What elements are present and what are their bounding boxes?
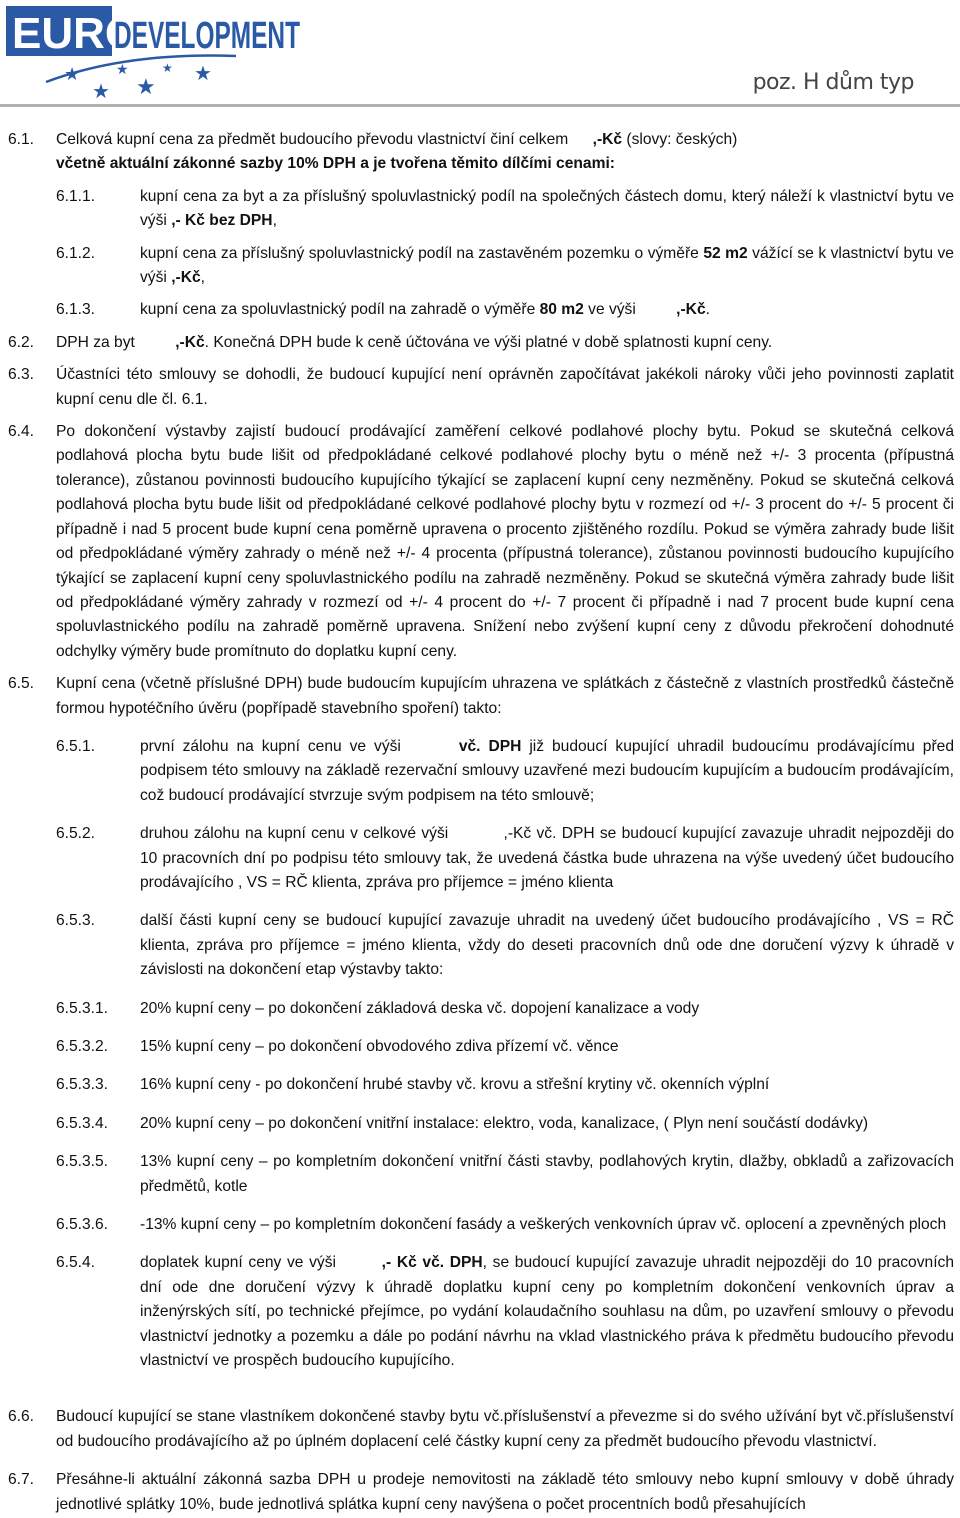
clause-number: 6.1.1. <box>56 187 96 205</box>
star-icon: ★ <box>136 75 156 100</box>
clause-number: 6.5.3.5. <box>56 1153 109 1171</box>
clause-number: 6.5.3.4. <box>56 1114 109 1132</box>
document-position-label: poz. H dům typ <box>752 70 914 95</box>
clause-number: 6.5.4. <box>56 1254 96 1272</box>
clause-6-1-3: 6.1.3. kupní cena za spoluvlastnický podíl na zahradě o výměře 80 m2 ve výši ,-Kč. <box>56 298 954 322</box>
logo-word-euro: EURO <box>12 9 140 58</box>
clause-6-5-3: 6.5.3. další části kupní ceny se budoucí kupující zavazuje uhradit na uvedený účet budoucího prodávajícího , VS = RČ klienta, zpráva pro příjemce = jméno klienta, vždy do deseti pracovních dnů ode dne doručení výzvy k úhradě v závislosti na dokončení etap výstavby takto: <box>56 909 954 982</box>
clause-6-6: 6.6. Budoucí kupující se stane vlastníkem dokončené stavby bytu vč.příslušenství a převezme si do svého užívání byt vč.příslušenství od budoucího prodávajícího až po úplném doplacení celé částky kupní ceny za předmět budoucího převodu vlastnictví. <box>8 1405 954 1454</box>
clause-number: 6.6. <box>8 1408 35 1426</box>
clause-number: 6.5.3.3. <box>56 1076 109 1094</box>
clause-6-5-2: 6.5.2. druhou zálohu na kupní cenu v celkové výši ,-Kč vč. DPH se budoucí kupující zavazuje uhradit nejpozději do 10 pracovních dní po podpisu této smlouvy tak, že uvedená částka bude uhrazena na výše uvedený účet budoucího prodávajícího , VS = RČ klienta, zpráva pro příjemce = jméno klienta <box>56 822 954 895</box>
clause-6-3: 6.3. Účastníci této smlouvy se dohodli, že budoucí kupující není oprávněn započítávat jakékoli nároky vůči jeho povinnosti zaplatit kupní cenu dle čl. 6.1. <box>8 363 954 412</box>
clause-number: 6.3. <box>8 366 35 384</box>
company-logo <box>6 4 306 103</box>
clause-number: 6.5.2. <box>56 825 96 843</box>
star-icon: ★ <box>116 62 129 78</box>
clause-6-4: 6.4. Po dokončení výstavby zajistí budoucí prodávající zaměření celkové podlahové plochy bytu. Pokud se skutečná celková podlahová plocha bytu bude lišit od předpokládané celkové podlahové plochy bytu o méně než +/- 3 procenta (přípustná tolerance), zůstanou povinnosti budoucího kupujícího týkající se zaplacení kupní ceny nezměněny. Pokud se skutečná celková podlahová plocha bytu bude lišit od předpokládané celkové podlahové plochy bytu v rozmezí od +/- 3 procent do +/- 5 procent či případně i nad 5 procent bude kupní cena poměrně upravena o procento zjištěného rozdílu. Pokud se výměra zahrady bude lišit od předpokládané výměry zahrady o méně než +/- 4 procenta (přípustná tolerance), zůstanou povinnosti budoucího kupujícího týkající se zaplacení kupní ceny spoluvlastnického podílu na zahradě nezměněny. Pokud se skutečná výměra zahrady bude lišit od předpokládané výměry zahrady v rozmezí od +/- 4 procent do +/- 7 procent či případně i nad 7 procent bude kupní cena spoluvlastnického podílu na zahradě poměrně upravena. Snížení nebo zvýšení kupní ceny z důvodu překročení dohodnuté odchylky výměry bude promítnuto do doplatku kupní ceny. <box>8 420 954 664</box>
clause-number: 6.5.3.6. <box>56 1216 109 1234</box>
clause-number: 6.5.1. <box>56 737 96 755</box>
clause-number: 6.2. <box>8 333 35 351</box>
logo-word-development: DEVELOPMENT <box>114 15 300 57</box>
star-icon: ★ <box>162 61 173 75</box>
eurodevelopment-logo <box>6 4 306 103</box>
clause-6-5-4: 6.5.4. doplatek kupní ceny ve výši ,- Kč vč. DPH, se budoucí kupující zavazuje uhradit nejpozději do 10 pracovních dní ode dne doručení výzvy k úhradě doplatku kupní ceny po kompletním dokončení venkovních úprav a inženýrských sítí, po technické přejímce, po vydání kolaudačního souhlasu na dům, po uzavření smlouvy o převodu vlastnictví jednotky a pozemku a dále po podání návrhu na vklad vlastnického práva k předmětu budoucího převodu vlastnictví ve prospěch budoucího kupujícího. <box>56 1251 954 1373</box>
clause-number: 6.7. <box>8 1471 35 1489</box>
clause-6-7: 6.7. Přesáhne-li aktuální zákonná sazba DPH u prodeje nemovitosti na základě této smlouvy nebo kupní smlouvy v době úhrady jednotlivé splátky 10%, bude jednotlivá splátka kupní ceny navýšena o počet procentních bodů přesahujících <box>8 1468 954 1517</box>
clause-6-1-1: 6.1.1. kupní cena za byt a za příslušný spoluvlastnický podíl na společných částech domu, který náleží k vlastnictví bytu ve výši ,- Kč bez DPH, <box>56 185 954 234</box>
clause-6-2: 6.2. DPH za byt ,-Kč. Konečná DPH bude k ceně účtována ve výši platné v době splatnosti kupní ceny. <box>8 331 954 355</box>
clause-6-5-3-2: 6.5.3.2. 15% kupní ceny – po dokončení obvodového zdiva přízemí vč. věnce <box>56 1035 954 1059</box>
clause-number: 6.5.3. <box>56 912 96 930</box>
clause-number: 6.1. <box>8 131 35 148</box>
clause-6-5-3-3: 6.5.3.3. 16% kupní ceny - po dokončení hrubé stavby vč. krovu a střešní krytiny vč. okenních výplní <box>56 1073 954 1097</box>
star-icon: ★ <box>92 79 110 103</box>
clause-6-5-3-6: 6.5.3.6. -13% kupní ceny – po kompletním dokončení fasády a veškerých venkovních úprav vč. oplocení a zpevněných ploch <box>56 1213 954 1237</box>
star-icon: ★ <box>194 61 212 85</box>
clause-number: 6.1.3. <box>56 301 96 319</box>
clause-6-5-3-1: 6.5.3.1. 20% kupní ceny – po dokončení základová deska vč. dopojení kanalizace a vody <box>56 997 954 1021</box>
clause-number: 6.1.2. <box>56 244 96 262</box>
clause-number: 6.5. <box>8 675 35 693</box>
clause-6-1: 6.1. Celková kupní cena za předmět budoucího převodu vlastnictví činí celkem ,-Kč (slovy: českých) včetně aktuální zákonné sazby 10% DPH a je tvořena těmito dílčími cenami: <box>8 128 954 177</box>
clause-number: 6.4. <box>8 423 35 441</box>
header-divider <box>0 104 960 107</box>
clause-number: 6.5.3.2. <box>56 1038 109 1055</box>
clause-6-1-2: 6.1.2. kupní cena za příslušný spoluvlastnický podíl na zastavěném pozemku o výměře 52 m2 vážící se k vlastnictví bytu ve výši ,-Kč, <box>56 242 954 291</box>
contract-section-6 <box>8 128 954 1517</box>
clause-6-5-3-4: 6.5.3.4. 20% kupní ceny – po dokončení vnitřní instalace: elektro, voda, kanalizace, ( Plyn není součástí dodávky) <box>56 1112 954 1136</box>
clause-6-5-1: 6.5.1. první zálohu na kupní cenu ve výši vč. DPH již budoucí kupující uhradil budoucímu prodávajícímu před podpisem této smlouvy na základě rezervační smlouvy uzavřené mezi budoucím kupujícím a budoucím prodávajícím, což budoucí prodávající stvrzuje svým podpisem na této smlouvě; <box>56 735 954 808</box>
clause-6-5: 6.5. Kupní cena (včetně příslušné DPH) bude budoucím kupujícím uhrazena ve splátkách z částečně z vlastních prostředků částečně formou hypotéčního úvěru (popřípadě stavebního spoření) takto: <box>8 672 954 721</box>
clause-number: 6.5.3.1. <box>56 999 109 1017</box>
star-icon: ★ <box>64 64 81 85</box>
clause-6-5-3-5: 6.5.3.5. 13% kupní ceny – po kompletním dokončení vnitřní části stavby, podlahových krytin, dlažby, obkladů a zařizovacích předmětů, kotle <box>56 1150 954 1199</box>
